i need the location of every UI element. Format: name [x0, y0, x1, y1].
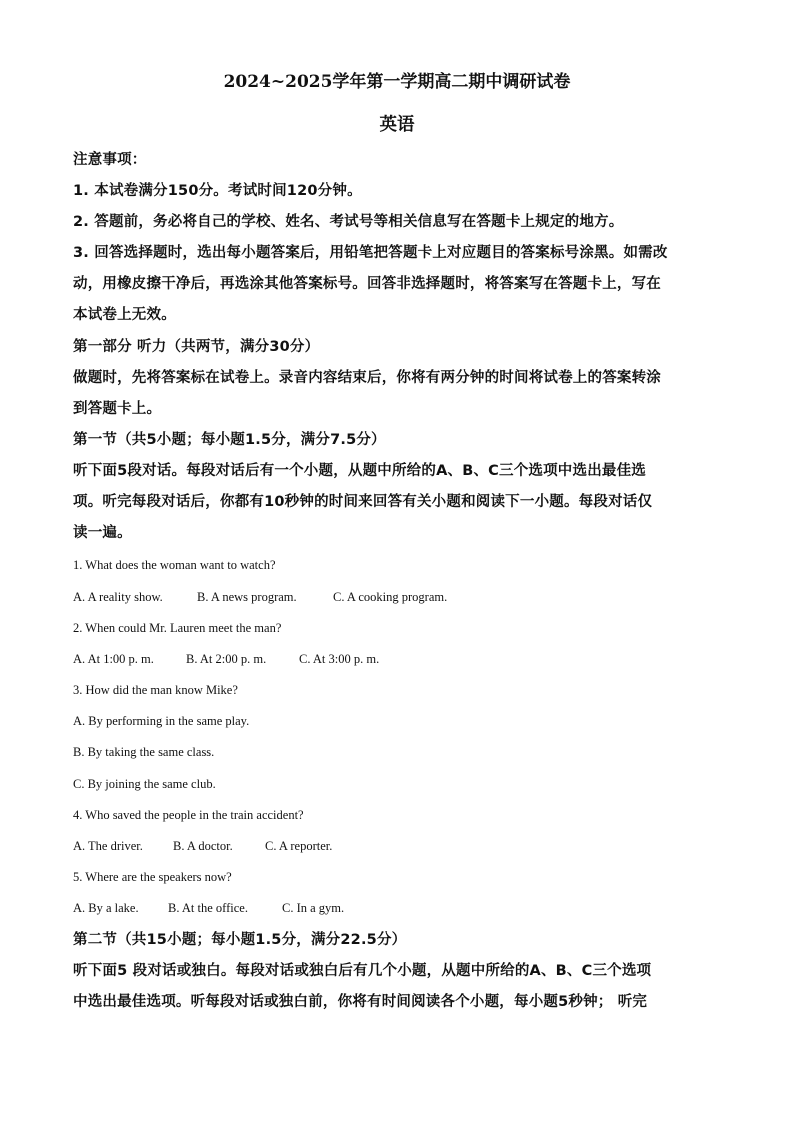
question-3-option-a: A. By performing in the same play. — [73, 714, 250, 728]
question-4-option-c: C. A reporter. — [265, 839, 333, 853]
section2-intro-line-2: 中选出最佳选项。听每段对话或独白前，你将有时间阅读各个小题，每小题5秒钟； 听完 — [73, 994, 648, 1010]
question-4-option-b: B. A doctor. — [173, 839, 233, 853]
part1-intro-line-2: 到答题卡上。 — [73, 401, 162, 417]
question-5-option-b: B. At the office. — [168, 901, 248, 915]
notice-line-5: 本试卷上无效。 — [73, 307, 176, 323]
notice-line-2: 2. 答题前，务必将自己的学校、姓名、考试号等相关信息写在答题卡上规定的地方。 — [73, 214, 624, 230]
part1-heading: 第一部分 听力（共两节，满分30分） — [73, 339, 320, 355]
question-2-option-b: B. At 2:00 p. m. — [186, 652, 267, 666]
notice-heading: 注意事项： — [73, 152, 147, 168]
question-4-option-a: A. The driver. — [73, 839, 143, 853]
section2-heading: 第二节（共15小题；每小题1.5分，满分22.5分） — [73, 932, 407, 948]
question-2-option-a: A. At 1:00 p. m. — [73, 652, 154, 666]
subject-title: 英语 — [379, 115, 415, 135]
question-2-stem: 2. When could Mr. Lauren meet the man? — [73, 621, 282, 635]
part1-intro-line-1: 做题时，先将答案标在试卷上。录音内容结束后，你将有两分钟的时间将试卷上的答案转涂 — [73, 370, 661, 386]
notice-line-1: 1. 本试卷满分150分。考试时间120分钟。 — [73, 183, 362, 199]
question-1-option-a: A. A reality show. — [73, 590, 163, 604]
section1-intro-line-1: 听下面5段对话。每段对话后有一个小题，从题中所给的A、B、C三个选项中选出最佳选 — [73, 463, 647, 479]
section1-intro-line-3: 读一遍。 — [73, 525, 132, 541]
question-5-stem: 5. Where are the speakers now? — [73, 870, 232, 884]
question-5-option-a: A. By a lake. — [73, 901, 139, 915]
question-1-option-b: B. A news program. — [197, 590, 297, 604]
question-1-option-c: C. A cooking program. — [333, 590, 448, 604]
question-4-stem: 4. Who saved the people in the train accident? — [73, 808, 304, 822]
section1-intro-line-2: 项。听完每段对话后，你都有10秒钟的时间来回答有关小题和阅读下一小题。每段对话仅 — [73, 494, 653, 510]
question-3-option-c: C. By joining the same club. — [73, 777, 216, 791]
question-1-stem: 1. What does the woman want to watch? — [73, 558, 276, 572]
notice-line-3: 3. 回答选择题时，选出每小题答案后，用铅笔把答题卡上对应题目的答案标号涂黑。如需改 — [73, 245, 668, 261]
section2-intro-line-1: 听下面5 段对话或独白。每段对话或独白后有几个小题，从题中所给的A、B、C三个选项 — [73, 963, 652, 979]
notice-line-4: 动，用橡皮擦干净后，再选涂其他答案标号。回答非选择题时，将答案写在答题卡上，写在 — [73, 276, 661, 292]
question-3-stem: 3. How did the man know Mike? — [73, 683, 238, 697]
question-5-option-c: C. In a gym. — [282, 901, 345, 915]
question-2-option-c: C. At 3:00 p. m. — [299, 652, 380, 666]
section1-heading: 第一节（共5小题；每小题1.5分，满分7.5分） — [73, 432, 386, 448]
question-3-option-b: B. By taking the same class. — [73, 745, 215, 759]
exam-title: 2024~2025学年第一学期高二期中调研试卷 — [223, 72, 571, 92]
